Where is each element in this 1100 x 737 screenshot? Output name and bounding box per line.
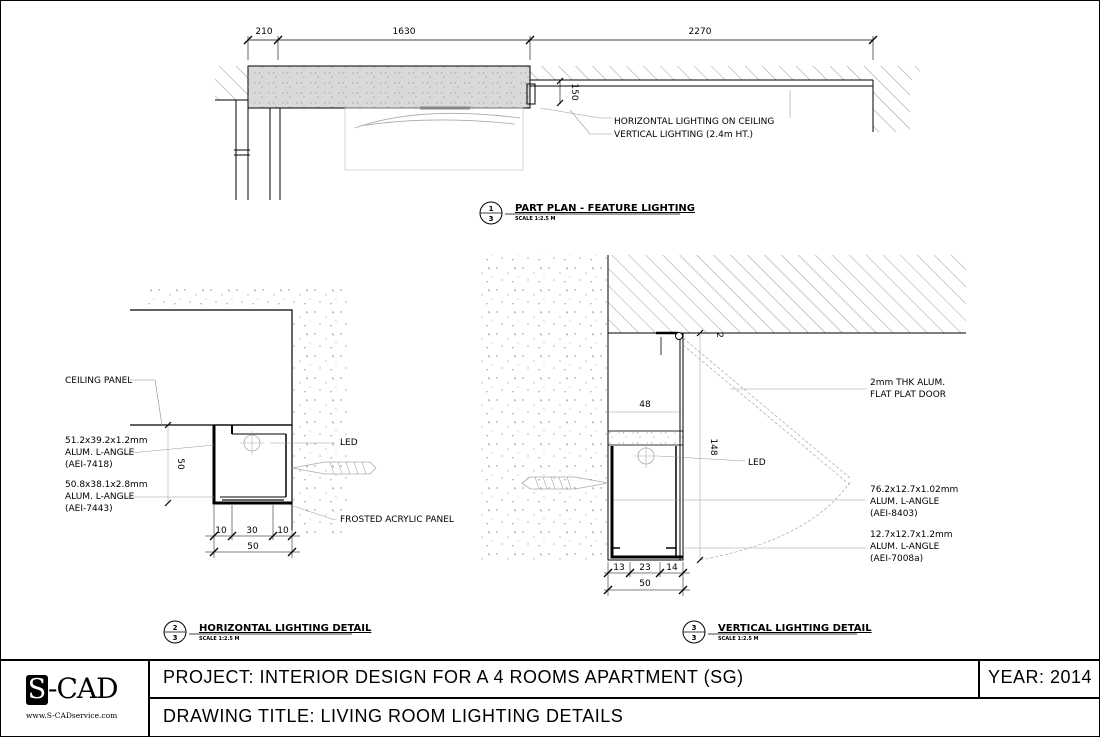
logo-text: -CAD: [48, 672, 118, 705]
detail-3-number: 3: [691, 624, 697, 632]
logo-mark: S: [27, 674, 47, 705]
detail-1-number: 1: [488, 205, 494, 213]
plan-beam-texture: [248, 66, 530, 108]
v-label-angle2-code: (AEI-7008a): [870, 554, 924, 564]
detail-2-title: HORIZONTAL LIGHTING DETAIL: [199, 623, 372, 634]
plan-label-vertical: VERTICAL LIGHTING (2.4m HT.): [614, 130, 754, 140]
drawing-title: DRAWING TITLE: LIVING ROOM LIGHTING DETAILS: [163, 706, 624, 726]
v-dim-seg2: 23: [639, 563, 651, 573]
detail-2-scale: SCALE 1:2.5 M: [199, 636, 240, 642]
h-label-angle1-size: 51.2x39.2x1.2mm: [65, 436, 148, 446]
h-label-angle1-code: (AEI-7418): [65, 460, 113, 470]
horizontal-detail-drawing: [120, 285, 376, 558]
h-label-led: LED: [340, 438, 358, 448]
s-cad-logo: [24, 673, 124, 719]
detail-3-sheet: 3: [691, 634, 697, 642]
v-label-angle2-type: ALUM. L-ANGLE: [870, 542, 940, 552]
v-label-angle2-size: 12.7x12.7x1.2mm: [870, 530, 953, 540]
plan-ceiling-hatch: [530, 66, 920, 80]
title-block-mid-rule: [148, 697, 1100, 699]
detail-1-scale: SCALE 1:2.5 M: [515, 216, 556, 222]
v-label-angle1-type: ALUM. L-ANGLE: [870, 497, 940, 507]
project-title: PROJECT: INTERIOR DESIGN FOR A 4 ROOMS APARTMENT (SG): [163, 667, 744, 687]
detail-3-scale: SCALE 1:2.5 M: [718, 636, 759, 642]
detail-2-number: 2: [172, 624, 178, 632]
h-dim-total: 50: [247, 542, 259, 552]
plan-right-hatch: [873, 80, 910, 132]
v-label-door2: FLAT PLAT DOOR: [870, 390, 947, 400]
plan-dim-150: 150: [569, 83, 579, 101]
v-dim-gap: 2: [714, 332, 724, 338]
h-dim-height: 50: [175, 458, 185, 470]
h-dim-seg3: 10: [277, 526, 289, 536]
h-label-angle2-type: ALUM. L-ANGLE: [65, 492, 135, 502]
year-label: YEAR: 2014: [988, 667, 1093, 687]
detail-1-sheet: 3: [488, 215, 494, 223]
v-label-angle1-size: 76.2x12.7x1.02mm: [870, 485, 959, 495]
v-label-door1: 2mm THK ALUM.: [870, 378, 946, 388]
v-dim-seg1: 13: [613, 563, 625, 573]
title-block-divider-year: [978, 659, 980, 697]
v-dim-total: 50: [639, 579, 651, 589]
plan-dim-2270: 2270: [688, 27, 712, 37]
plan-dim-1630: 1630: [392, 27, 416, 37]
h-label-angle1-type: ALUM. L-ANGLE: [65, 448, 135, 458]
h-dim-seg2: 30: [246, 526, 258, 536]
part-plan-drawing: [215, 36, 920, 200]
h-label-angle2-size: 50.8x38.1x2.8mm: [65, 480, 148, 490]
v-dim-width: 48: [639, 400, 651, 410]
v-dim-seg3: 14: [666, 563, 678, 573]
h-label-frosted: FROSTED ACRYLIC PANEL: [340, 515, 454, 525]
title-block: [0, 659, 1100, 737]
detail-1-title: PART PLAN - FEATURE LIGHTING: [515, 203, 695, 214]
title-block-top-rule: [0, 659, 1100, 661]
plan-label-horizontal: HORIZONTAL LIGHTING ON CEILING: [614, 117, 775, 127]
v-label-led: LED: [748, 458, 766, 468]
plan-wall-hatch: [215, 66, 248, 100]
v-label-angle1-code: (AEI-8403): [870, 509, 918, 519]
detail-2-sheet: 3: [172, 634, 178, 642]
detail-3-title: VERTICAL LIGHTING DETAIL: [718, 623, 872, 634]
h-label-angle2-code: (AEI-7443): [65, 504, 113, 514]
v-dim-height: 148: [708, 438, 718, 456]
logo-url: www.S-CADservice.com: [26, 711, 118, 720]
h-label-ceiling-panel: CEILING PANEL: [65, 376, 133, 386]
plan-dim-210: 210: [255, 27, 273, 37]
h-dim-seg1: 10: [215, 526, 227, 536]
